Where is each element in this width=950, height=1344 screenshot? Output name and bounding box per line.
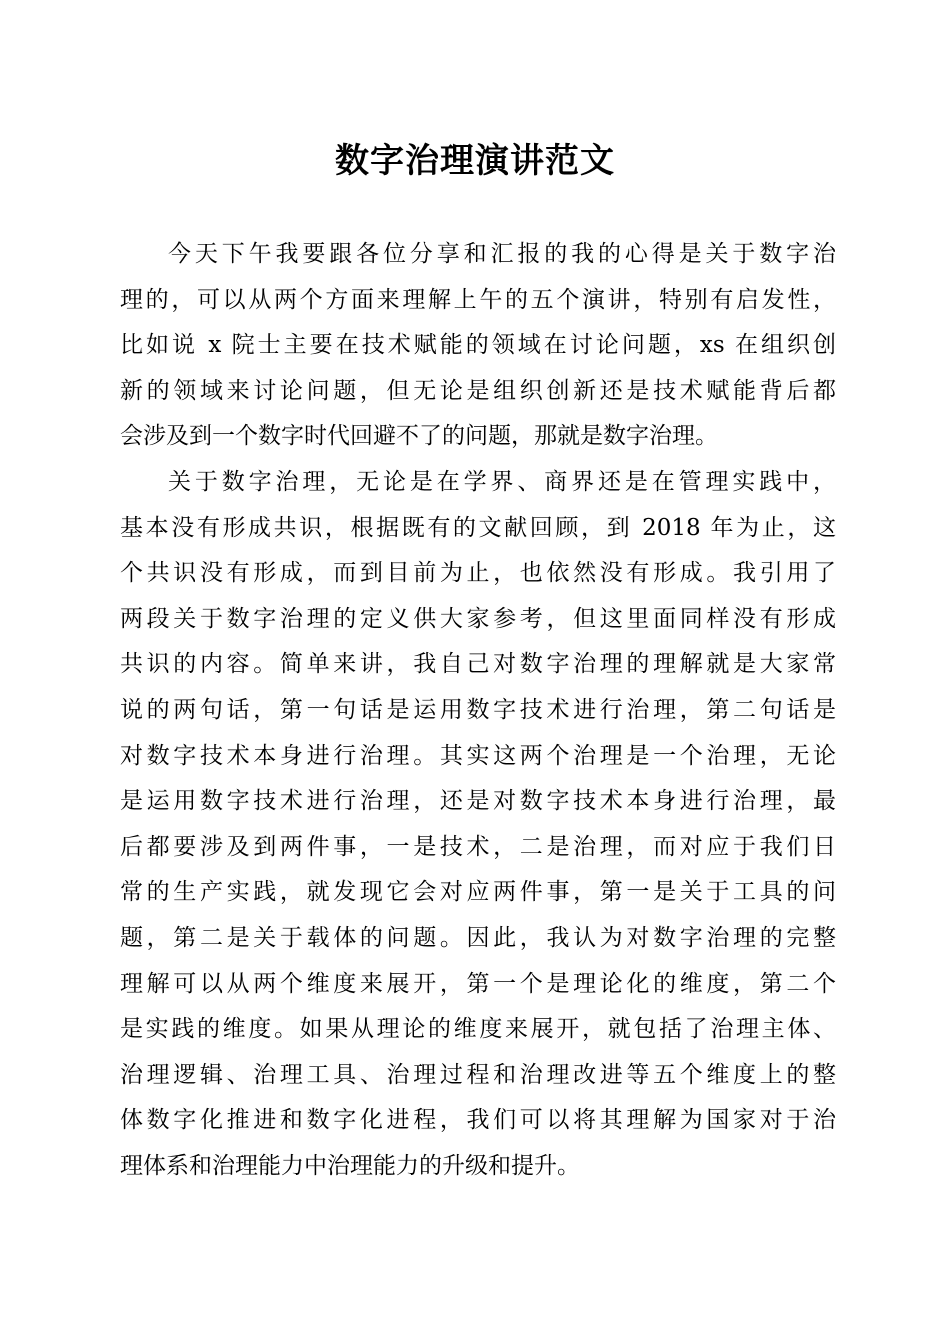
- paragraph-line: 关于数字治理，无论是在学界、商界还是在管理实践中，: [168, 468, 836, 495]
- document-body: [120, 232, 836, 1189]
- paragraph-line: 今天下午我要跟各位分享和汇报的我的心得是关于数字治: [168, 241, 836, 267]
- paragraph-line: 会涉及到一个数字时代回避不了的问题，那就是数字治理。: [120, 423, 718, 450]
- paragraph-line: 理体系和治理能力中治理能力的升级和提升。: [120, 1152, 580, 1179]
- paragraph-line: 理的，可以从两个方面来理解上午的五个演讲，特别有启发性，: [120, 286, 836, 313]
- paragraph-line: 对数字技术本身进行治理。其实这两个治理是一个治理，无论: [120, 742, 836, 769]
- paragraph-line: 新的领域来讨论问题，但无论是组织创新还是技术赋能背后都: [120, 377, 836, 404]
- paragraph-line: 是运用数字技术进行治理，还是对数字技术本身进行治理，最: [120, 788, 836, 815]
- paragraph-line: 常的生产实践，就发现它会对应两件事，第一是关于工具的问: [120, 879, 836, 906]
- paragraph-line: 是实践的维度。如果从理论的维度来展开，就包括了治理主体、: [120, 1016, 836, 1043]
- paragraph-2: [120, 460, 836, 1190]
- paragraph-line: 理解可以从两个维度来展开，第一个是理论化的维度，第二个: [120, 970, 836, 997]
- paragraph-1: [120, 232, 836, 460]
- paragraph-line: 两段关于数字治理的定义供大家参考，但这里面同样没有形成: [120, 605, 836, 632]
- paragraph-line: 治理逻辑、治理工具、治理过程和治理改进等五个维度上的整: [120, 1061, 836, 1088]
- paragraph-line: 体数字化推进和数字化进程，我们可以将其理解为国家对于治: [120, 1107, 836, 1134]
- paragraph-line: 共识的内容。简单来讲，我自己对数字治理的理解就是大家常: [120, 651, 836, 678]
- paragraph-line: 比如说 x 院士主要在技术赋能的领域在讨论问题，xs 在组织创: [120, 332, 836, 359]
- paragraph-line: 说的两句话，第一句话是运用数字技术进行治理，第二句话是: [120, 696, 836, 723]
- paragraph-line: 基本没有形成共识，根据既有的文献回顾，到 2018 年为止，这: [120, 514, 836, 541]
- paragraph-line: 个共识没有形成，而到目前为止，也依然没有形成。我引用了: [120, 560, 836, 587]
- paragraph-line: 题，第二是关于载体的问题。因此，我认为对数字治理的完整: [120, 924, 836, 951]
- document-title: 数字治理演讲范文: [335, 141, 615, 181]
- paragraph-line: 后都要涉及到两件事，一是技术，二是治理，而对应于我们日: [120, 833, 836, 860]
